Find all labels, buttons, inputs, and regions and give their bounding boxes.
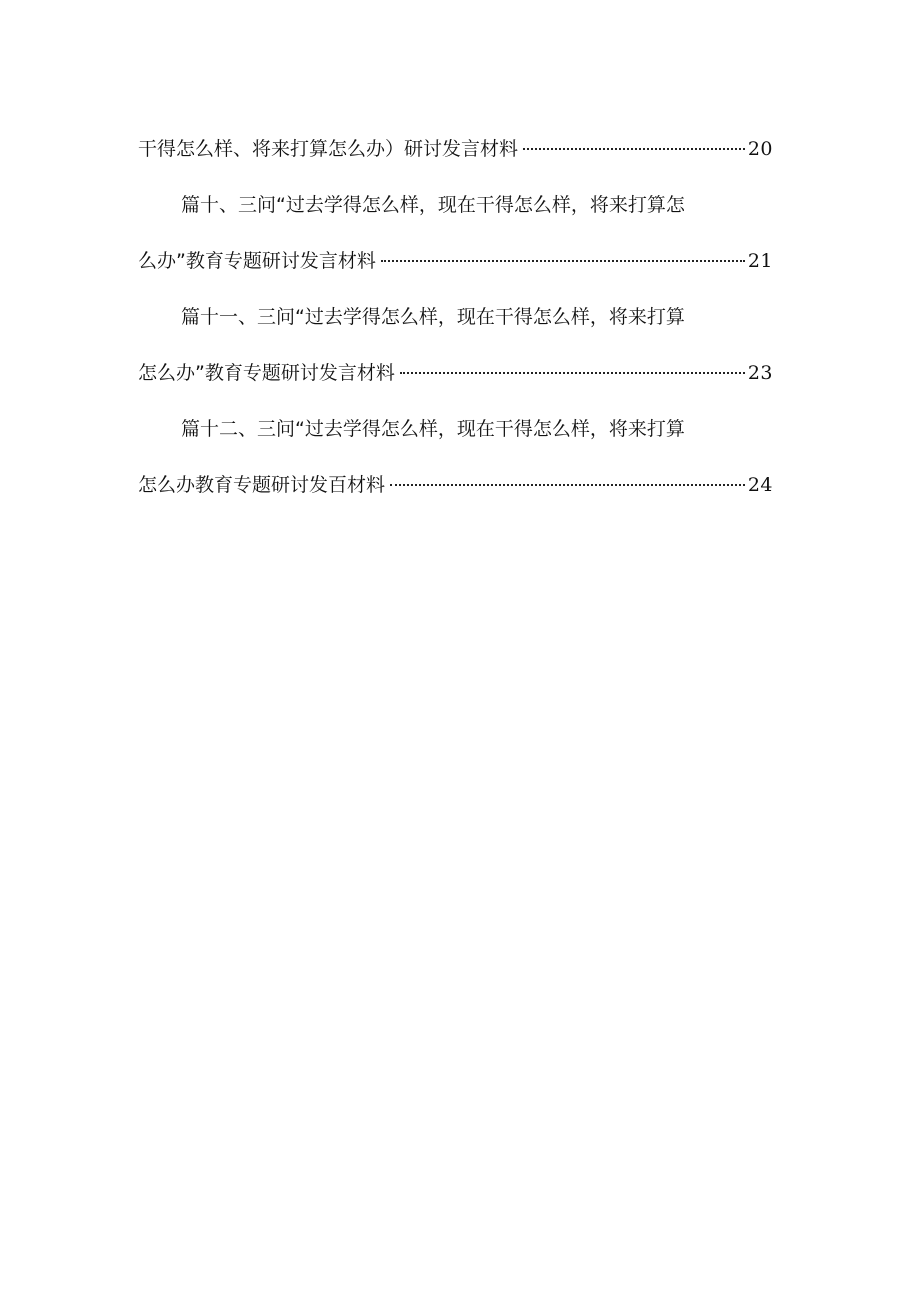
toc-entry-title-continued: 怎么办”教育专题研讨发言材料 xyxy=(138,362,395,384)
toc-entry-line xyxy=(138,345,773,401)
toc-entry-11[interactable] xyxy=(138,289,773,401)
toc-entry-title: 干得怎么样、将来打算怎么办）研讨发言材料 xyxy=(138,138,519,160)
toc-entry-9[interactable] xyxy=(138,121,773,177)
dot-leader xyxy=(381,260,745,262)
toc-page-number: 20 xyxy=(747,138,773,160)
toc-entry-line xyxy=(138,233,773,289)
toc-entry-12[interactable] xyxy=(138,401,773,513)
toc-entry-10[interactable] xyxy=(138,177,773,289)
table-of-contents xyxy=(138,121,773,513)
toc-entry-line xyxy=(138,121,773,177)
toc-entry-line xyxy=(138,457,773,513)
toc-page-number: 24 xyxy=(747,474,773,496)
dot-leader xyxy=(400,372,745,374)
toc-entry-title: 篇十、三问“过去学得怎么样，现在干得怎么样，将来打算怎 xyxy=(181,194,685,216)
toc-entry-title-continued: 么办”教育专题研讨发言材料 xyxy=(138,250,376,272)
toc-entry-title-continued: 怎么办教育专题研讨发百材料 xyxy=(138,474,386,496)
toc-page-number: 23 xyxy=(747,362,773,384)
dot-leader xyxy=(523,148,745,150)
dot-leader xyxy=(390,484,745,486)
toc-entry-title: 篇十二、三问“过去学得怎么样，现在干得怎么样，将来打算 xyxy=(181,418,685,440)
toc-entry-title: 篇十一、三问“过去学得怎么样，现在干得怎么样，将来打算 xyxy=(181,306,685,328)
toc-page-number: 21 xyxy=(747,250,773,272)
